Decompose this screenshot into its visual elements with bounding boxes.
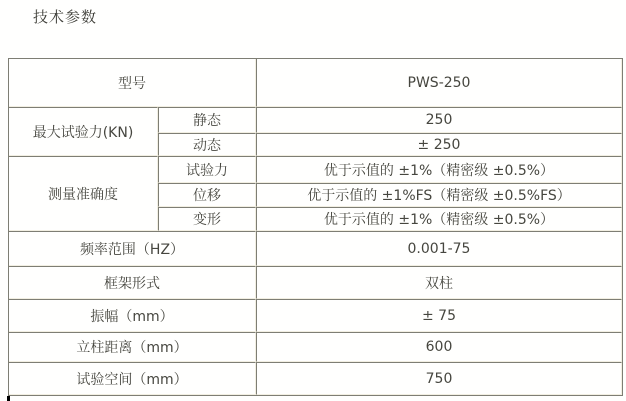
frequency-label-cell: 频率范围（HZ）: [9, 231, 256, 266]
column-distance-value-cell: 600: [256, 332, 622, 362]
table-row-amplitude: [9, 299, 622, 332]
table-row-frame: [9, 266, 622, 299]
test-space-value-cell: 750: [256, 362, 622, 395]
text-caret: [7, 396, 10, 401]
displacement-value-cell: 优于示值的 ±1%FS（精密级 ±0.5%FS）: [256, 183, 622, 207]
deformation-label-cell: 变形: [158, 207, 256, 231]
table-row-frequency: [9, 231, 622, 266]
model-value-cell: PWS-250: [256, 59, 622, 107]
column-distance-label-cell: 立柱距离（mm）: [9, 332, 256, 362]
model-label-cell: 型号: [9, 59, 256, 107]
table-row-model: [9, 59, 622, 107]
spec-table: [8, 58, 623, 396]
table-row-max-force-static: [9, 107, 622, 133]
test-force-label-cell: 试验力: [158, 156, 256, 183]
table-row-column-distance: [9, 332, 622, 362]
accuracy-group-cell: 测量准确度: [9, 156, 158, 231]
dynamic-label-cell: 动态: [158, 133, 256, 156]
test-force-value-cell: 优于示值的 ±1%（精密级 ±0.5%）: [256, 156, 622, 183]
displacement-label-cell: 位移: [158, 183, 256, 207]
table-row-accuracy-force: [9, 156, 622, 183]
page-title: 技术参数: [33, 8, 98, 26]
max-force-group-cell: 最大试验力(KN): [9, 107, 158, 156]
amplitude-value-cell: ± 75: [256, 299, 622, 332]
frame-value-cell: 双柱: [256, 266, 622, 299]
test-space-label-cell: 试验空间（mm）: [9, 362, 256, 395]
deformation-value-cell: 优于示值的 ±1%（精密级 ±0.5%）: [256, 207, 622, 231]
table-row-test-space: [9, 362, 622, 395]
dynamic-value-cell: ± 250: [256, 133, 622, 156]
frame-label-cell: 框架形式: [9, 266, 256, 299]
amplitude-label-cell: 振幅（mm）: [9, 299, 256, 332]
static-label-cell: 静态: [158, 107, 256, 133]
frequency-value-cell: 0.001-75: [256, 231, 622, 266]
static-value-cell: 250: [256, 107, 622, 133]
